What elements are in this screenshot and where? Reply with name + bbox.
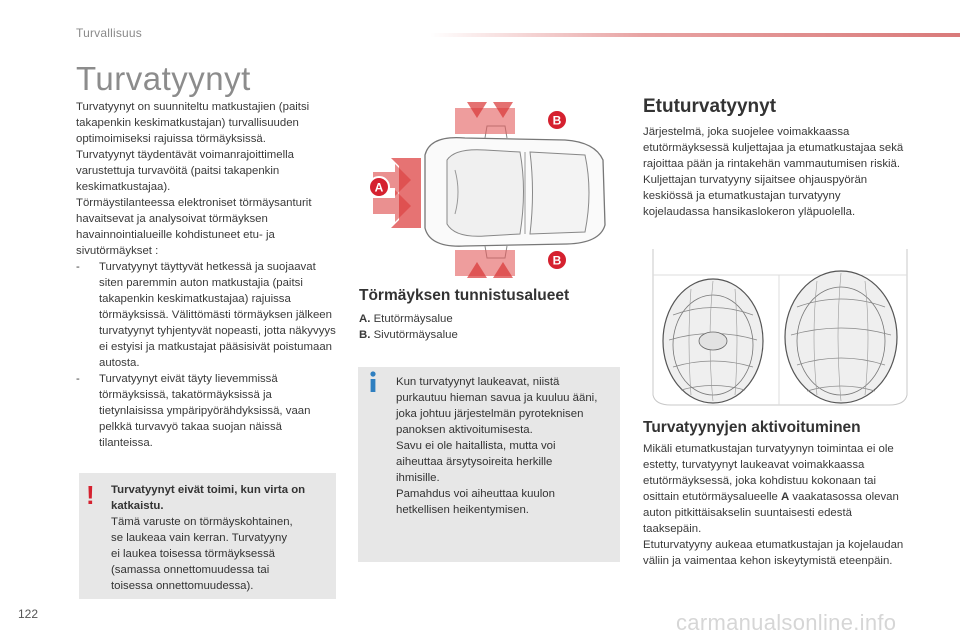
zone-item: [359, 311, 458, 327]
section-label: Turvallisuus: [76, 26, 142, 40]
front-paragraph: Kuljettajan turvatyyny sijaitsee ohjauspyörän keskiössä ja etumatkustajan turvatyyny kojelaudassa hansikaslokeron yläpuolella.: [643, 174, 868, 218]
intro-column: [76, 99, 338, 451]
driver-airbag: [663, 279, 763, 403]
warning-line: ei laukea toisessa törmäyksessä: [111, 548, 275, 560]
zones-heading: Törmäyksen tunnistusalueet: [359, 287, 570, 304]
zone-a-ref: A: [781, 491, 790, 503]
warning-line: toisessa onnettomuudessa).: [111, 580, 254, 592]
zone-text: Etutörmäysalue: [373, 313, 453, 325]
front-airbags-text: [643, 124, 905, 220]
label-b-bottom: B: [552, 253, 562, 268]
warning-line: Tämä varuste on törmäyskohtainen,: [111, 516, 293, 528]
info-line: joka johtuu järjestelmän pyroteknisen: [396, 408, 584, 420]
info-line: aiheuttaa ärsytysoireita herkille: [396, 456, 553, 468]
zone-item: [359, 327, 458, 343]
zone-key: B.: [359, 329, 371, 341]
page-number: 122: [18, 607, 39, 621]
info-line: panoksen aktivoitumisesta.: [396, 424, 533, 436]
bullet-text: Turvatyynyt täyttyvät hetkessä ja suojaavat siten paremmin auton matkustajia (paitsi takapenkin keskimatkustajaa) rajuissa törmäyksissä. Välittömästi törmäyksen jälkeen turvatyynyt tyhjentyvät nopeasti, jotta näkyvyys ei estyisi ja matkustajat pääsisivät poistumaan autosta.: [99, 261, 336, 369]
page-title: Turvatyynyt: [76, 60, 251, 97]
exclamation-icon: !: [86, 480, 95, 510]
activation-text: [643, 441, 905, 569]
crash-zone-diagram: [355, 100, 620, 280]
warning-line: se laukeaa vain kerran. Turvatyyny: [111, 532, 288, 544]
warning-text: [111, 482, 333, 594]
bullet-item: - Turvatyynyt eivät täyty lievemmissä törmäyksissä, takatörmäyksissä ja tietynlaisissa ympäripyörähdyksissä, vaan pelkkä turvavyö takaa suojan näissä tilanteissa.: [76, 371, 338, 451]
activation-text-part: Mikäli etumatkustajan turvatyynyn toimintaa ei ole estetty, turvatyynyt laukeavat voimakkaassa etutörmäyksessä, joka kohdistuu kokonaan tai osittain etutörmäysalueelle: [643, 443, 894, 503]
watermark: carmanualsonline.info: [676, 610, 897, 635]
info-line: Pamahdus voi aiheuttaa kuulon: [396, 488, 555, 500]
intro-paragraph: Turvatyynyt on suunniteltu matkustajien (paitsi takapenkin keskimatkustajan) turvallisuuden optimoimiseksi rajuissa törmäyksissä.: [76, 101, 310, 145]
bullet-text: Turvatyynyt eivät täyty lievemmissä törmäyksissä, takatörmäyksissä ja tietynlaisissa ympäripyörähdyksissä, vaan pelkkä turvavyö takaa suojan näissä tilanteissa.: [99, 373, 311, 449]
activation-paragraph: [643, 441, 905, 537]
info-line: ihmisille.: [396, 472, 440, 484]
label-b-top: B: [552, 113, 562, 128]
info-icon: [366, 370, 380, 394]
activation-heading: Turvatyynyjen aktivoituminen: [643, 419, 861, 436]
info-line: purkautuu hieman savua ja kuuluu ääni,: [396, 392, 598, 404]
info-line: Kun turvatyynyt laukeavat, niistä: [396, 376, 560, 388]
zone-list: [359, 311, 458, 343]
bullet-item: - Turvatyynyt täyttyvät hetkessä ja suojaavat siten paremmin auton matkustajia (paitsi takapenkin keskimatkustajaa) rajuissa törmäyksissä. Välittömästi törmäyksen jälkeen turvatyynyt tyhjentyvät nopeasti, jotta näkyvyys ei estyisi ja matkustajat pääsisivät poistumaan autosta.: [76, 259, 338, 371]
warning-bold: Turvatyynyt eivät toimi, kun virta on katkaistu.: [111, 484, 306, 512]
activation-paragraph: Etuturvatyyny aukeaa etumatkustajan ja kojelaudan väliin ja vaimentaa kehon iskeytymistä eteenpäin.: [643, 539, 904, 567]
label-a: A: [374, 180, 384, 195]
front-airbags-heading: Etuturvatyynyt: [643, 96, 777, 117]
intro-paragraph: Turvatyynyt täydentävät voimanrajoittimella varustettuja turvavöitä (paitsi takapenkin keskimatkustajaa).: [76, 149, 294, 193]
passenger-airbag: [785, 271, 897, 403]
warning-line: (samassa onnettomuudessa tai: [111, 564, 270, 576]
activation-text-part: vaakatasossa olevan auton pitkittäisakselin suuntaisesti edestä taaksepäin.: [643, 491, 899, 535]
header-rule: [430, 33, 960, 37]
zone-key: A.: [359, 313, 371, 325]
info-text: [396, 374, 616, 518]
intro-paragraph: Törmäystilanteessa elektroniset törmäysanturit havaitsevat ja analysoivat törmäyksen havainnointialueille kohdistuneet etu- ja sivutörmäykset :: [76, 197, 312, 257]
zone-text: Sivutörmäysalue: [373, 329, 458, 341]
info-line: hetkellisen heikentymisen.: [396, 504, 529, 516]
front-airbag-illustration: [651, 245, 909, 410]
info-line: Savu ei ole haitallista, mutta voi: [396, 440, 556, 452]
front-paragraph: Järjestelmä, joka suojelee voimakkaassa etutörmäyksessä kuljettajaa ja etumatkustajaa sekä rajoittaa pään ja rintakehän vammautumisen riskiä.: [643, 126, 904, 170]
